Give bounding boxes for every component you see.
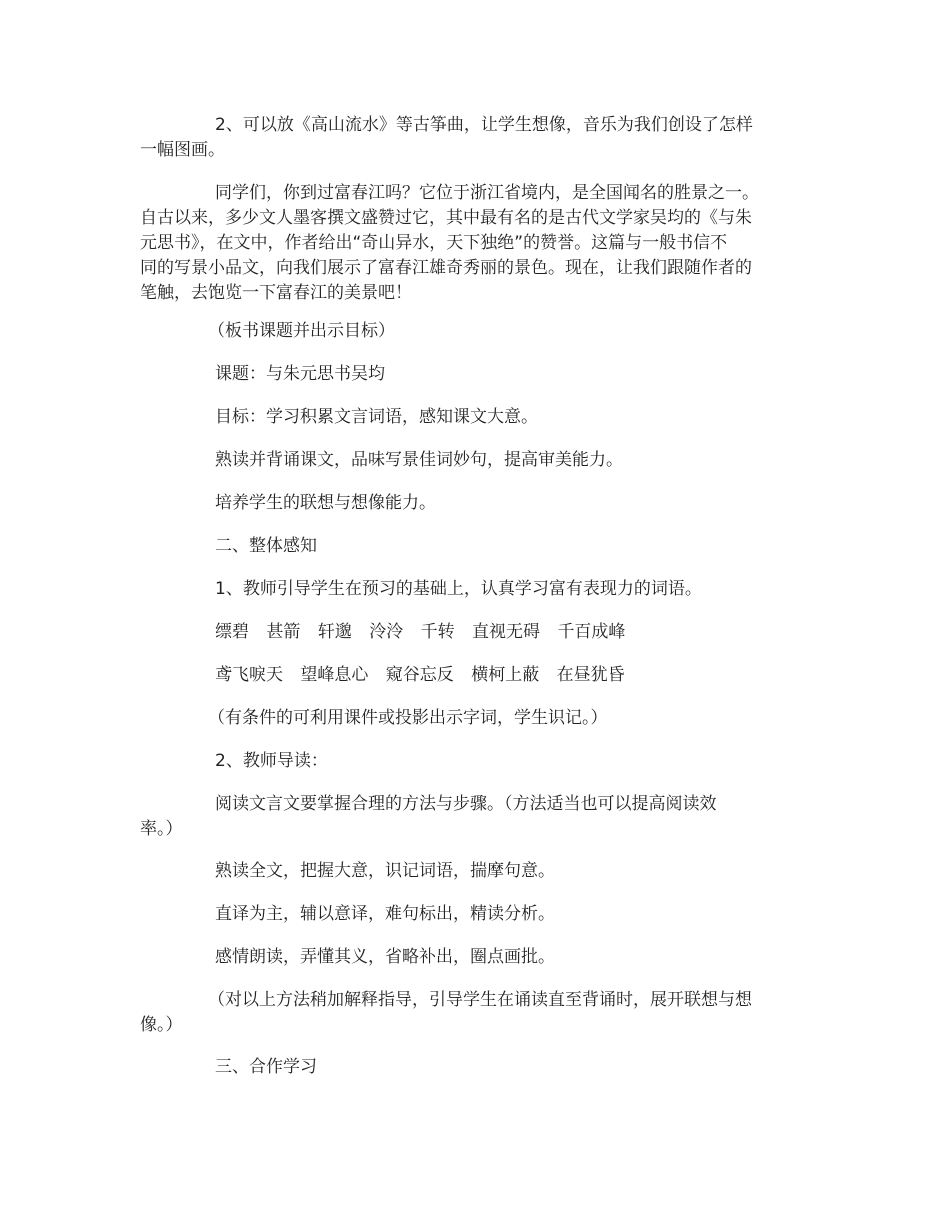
paragraph-method-2: [215, 902, 855, 927]
text-line: 自古以来，多少文人墨客撰文盛赞过它，其中最有名的是古代文学家吴均的《与朱: [140, 208, 752, 228]
text-line: 元思书》，在文中，作者给出“奇山异水，天下独绝”的赞誉。这篇与一般书信不: [140, 233, 728, 253]
vocabulary-word: 直视无碍: [472, 622, 541, 642]
paragraph-introduction: [140, 181, 780, 306]
vocabulary-row-2: [215, 663, 855, 688]
vocabulary-word: 千转: [420, 622, 455, 642]
paragraph-lesson-title: [215, 362, 855, 387]
paragraph-objective-2: [215, 448, 855, 473]
vocabulary-word: 千百成峰: [557, 622, 626, 642]
section-heading-overall-perception: [215, 534, 855, 559]
text-line: （板书课题并出示目标）: [208, 321, 395, 341]
paragraph-method-3: [215, 945, 855, 970]
paragraph-music-suggestion: [140, 113, 780, 163]
text-line: 二、整体感知: [215, 536, 317, 556]
text-line: （对以上方法稍加解释指导，引导学生在诵读直至背诵时，展开联想与想: [208, 990, 752, 1010]
text-line: 1、教师引导学生在预习的基础上，认真学习富有表现力的词语。: [215, 579, 702, 599]
paragraph-method-1: [215, 859, 855, 884]
paragraph-teacher-guidance: [215, 749, 855, 774]
vocabulary-word: 在昼犹昏: [556, 665, 625, 685]
text-line: 感情朗读，弄懂其义，省略补出，圈点画批。: [215, 947, 555, 967]
vocabulary-word: 窥谷忘反: [385, 665, 454, 685]
text-line: 一幅图画。: [140, 140, 225, 160]
vocabulary-word: 鸢飞唳天: [215, 665, 283, 685]
text-line: 2、可以放《高山流水》等古筝曲，让学生想像，音乐为我们创设了怎样: [215, 115, 753, 135]
text-line: 直译为主，辅以意译，难句标出，精读分析。: [215, 904, 555, 924]
paragraph-method-explanation: [140, 988, 780, 1038]
paragraph-vocabulary-intro: [215, 577, 855, 602]
text-line: 熟读并背诵课文，品味写景佳词妙句，提高审美能力。: [215, 450, 623, 470]
text-line: 阅读文言文要掌握合理的方法与步骤。（方法适当也可以提高阅读效: [215, 794, 717, 814]
vocabulary-word: 望峰息心: [300, 665, 369, 685]
vocabulary-word: 横柯上蔽: [471, 665, 540, 685]
text-line: 三、合作学习: [215, 1057, 317, 1077]
text-line: 目标：学习积累文言词语，感知课文大意。: [215, 407, 538, 427]
text-line: 熟读全文，把握大意，识记词语，揣摩句意。: [215, 861, 555, 881]
vocabulary-word: 缥碧: [215, 622, 249, 642]
text-line: 像。）: [140, 1015, 183, 1035]
vocabulary-row-1: [215, 620, 855, 645]
vocabulary-word: 轩邈: [317, 622, 352, 642]
vocabulary-word: 泠泠: [369, 622, 404, 642]
text-line: 同学们，你到过富春江吗？它位于浙江省境内，是全国闻名的胜景之一。: [215, 183, 759, 203]
text-line: 率。）: [140, 819, 183, 839]
text-line: 课题：与朱元思书吴均: [215, 364, 385, 384]
vocabulary-word: 甚箭: [266, 622, 301, 642]
text-line: 笔触，去饱览一下富春江的美景吧！: [140, 283, 412, 303]
text-line: 2、教师导读：: [215, 751, 328, 771]
paragraph-objective-1: [215, 405, 855, 430]
text-line: 同的写景小品文，向我们展示了富春江雄奇秀丽的景色。现在，让我们跟随作者的: [140, 258, 752, 278]
paragraph-board-note: [208, 319, 848, 344]
section-heading-cooperative-learning: [215, 1055, 855, 1080]
paragraph-objective-3: [215, 491, 855, 516]
paragraph-courseware-note: [208, 706, 848, 731]
text-line: 培养学生的联想与想像能力。: [215, 493, 436, 513]
text-line: （有条件的可利用课件或投影出示字词，学生识记。）: [208, 708, 608, 728]
paragraph-reading-method: [140, 792, 780, 842]
